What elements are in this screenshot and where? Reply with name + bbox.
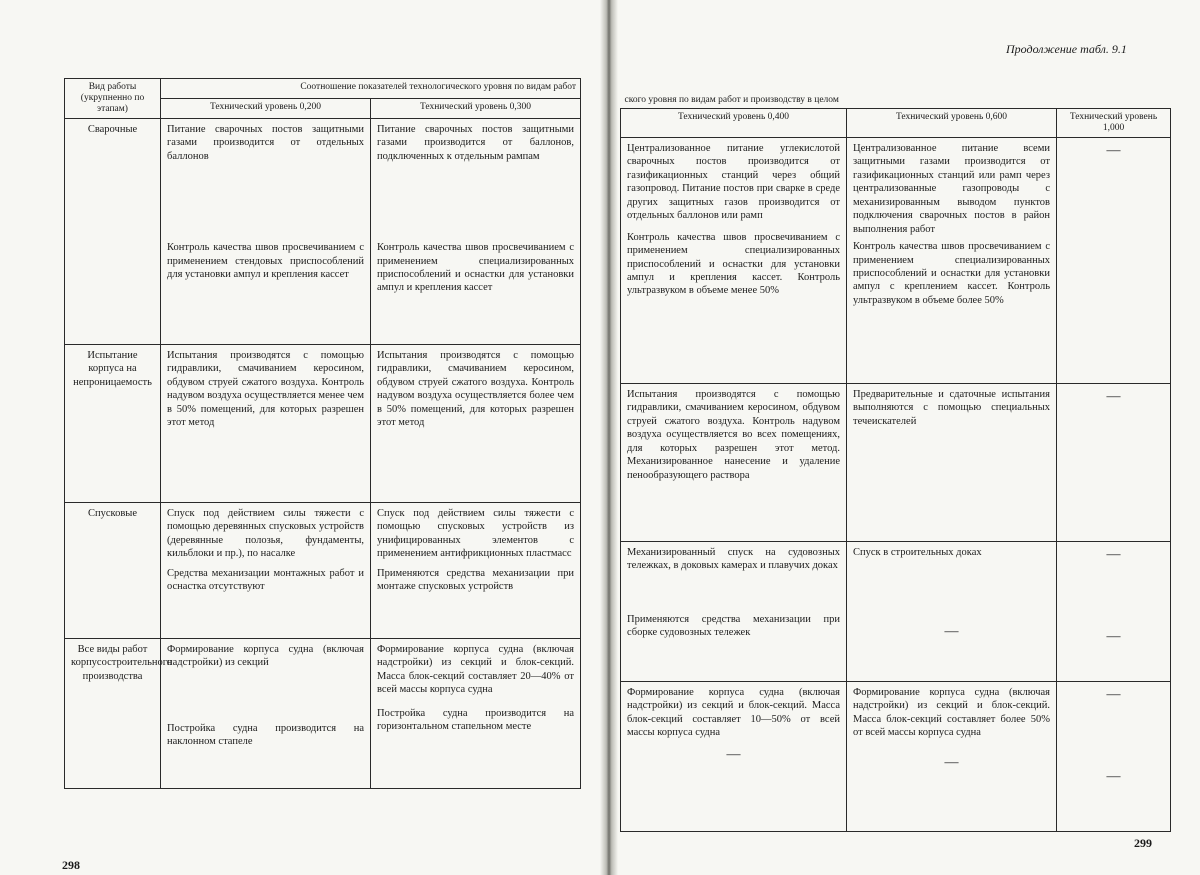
cell-paragraph: Применяются средства механизации при сборке судовозных тележек	[627, 613, 840, 639]
table-cell	[621, 682, 847, 832]
table-row	[65, 344, 581, 502]
table-cell	[1057, 542, 1171, 682]
table-cell	[621, 542, 847, 682]
cell-paragraph: Централизованное питание всеми защитными газами производится от газификационных станций или рамп через централизованные газопроводы с механизированным выводом пунктов подключения сварочных постов в район выполнения работ	[853, 143, 1050, 235]
table-row	[65, 638, 581, 788]
cell-paragraph: Предварительные и сдаточные испытания выполняются с помощью специальных течеискателей	[853, 389, 1050, 427]
table-row	[621, 384, 1171, 542]
table-cell	[161, 344, 371, 502]
table-cell	[847, 682, 1057, 832]
empty-dash: —	[1106, 389, 1121, 404]
cell-paragraph: Контроль качества швов просвечиванием с применением стендовых приспособлений для установки ампул и крепления кассет	[167, 242, 364, 280]
cell-paragraph: Механизированный спуск на судовозных тележках, в доковых камерах и плавучих доках	[627, 547, 840, 572]
cell-paragraph: Постройка судна производится на горизонтальном стапельном месте	[377, 707, 575, 732]
cell-paragraph: Централизованное питание углекислотой сварочных постов производится от газификационных станций через общий газопровод. Питание постов при сварке в среде других защитных газов производится от отдельных баллонов или рамп	[627, 143, 840, 222]
table-cell	[847, 138, 1057, 384]
empty-dash: —	[944, 624, 959, 640]
level-header-2: Технический уровень 0,300	[371, 98, 581, 118]
cell-paragraph: Контроль качества швов просвечиванием с применением специализированных приспособлений и оснастки для установки ампул и крепления кассет. Контроль ультразвуком в объеме менее 50%	[627, 231, 840, 297]
cell-paragraph: Формирование корпуса судна (включая надстройки) из секций и блок-секций. Масса блок-секций составляет 10—50% от всей массы корпуса судна	[627, 687, 840, 739]
level-header-5: Технический уровень 1,000	[1057, 109, 1171, 138]
table-cell	[371, 118, 581, 344]
cell-paragraph: Питание сварочных постов защитными газами производится от баллонов, подключенных к отдельным рампам	[377, 123, 575, 162]
cell-paragraph: Постройка судна производится на наклонном стапеле	[167, 722, 364, 748]
level-header-3: Технический уровень 0,400	[621, 109, 847, 138]
empty-dash: —	[1106, 547, 1121, 562]
empty-dash: —	[1106, 143, 1121, 158]
cell-paragraph: Испытания производятся с помощью гидравлики, смачиванием керосином, обдувом струей сжатого воздуха. Контроль надувом воздуха осуществляется во всех помещениях, для которых разрешен этот метод. Механизированное нанесение и удаление пенообразующего раствора	[627, 389, 840, 481]
cell-paragraph: Спуск под действием силы тяжести с помощью деревянных спусковых устройств (деревянные полозья, фундаменты, кильблоки и пр.), по насалке	[167, 507, 364, 560]
cell-paragraph: Спуск под действием силы тяжести с помощью спусковых устройств из унифицированных элементов с применением антифрикционных пластмасс	[377, 507, 575, 560]
table-row	[621, 138, 1171, 384]
cell-paragraph: Формирование корпуса судна (включая надстройки) из секций и блок-секций. Масса блок-секций составляет 20—40% от всей массы корпуса судна	[377, 643, 575, 696]
empty-dash: —	[944, 754, 959, 770]
table-cell	[621, 384, 847, 542]
page-number-right: 299	[1134, 836, 1152, 850]
kind-column-header: Вид работы (укрупненно по этапам)	[65, 79, 161, 119]
table-cell	[161, 502, 371, 638]
table-row	[65, 502, 581, 638]
cell-paragraph: Испытания производятся с помощью гидравлики, смачиванием керосином, обдувом струей сжатого воздуха. Контроль надувом воздуха осуществляется менее чем в 50% помещений, для которых разрешен этот метод	[167, 349, 364, 428]
work-kind: Испытание корпуса на непроницаемость	[65, 344, 161, 502]
cell-paragraph: Контроль качества швов просвечиванием с применением специализированных приспособлений и оснастки для установки ампул и крепления кассет	[377, 242, 575, 294]
cell-paragraph: Испытания производятся с помощью гидравлики, смачиванием керосином, обдувом струей сжатого воздуха. Контроль надувом воздуха осуществляется более чем в 50% помещений, для которых разрешен этот метод	[377, 349, 575, 428]
table-cell	[161, 638, 371, 788]
cell-paragraph: Формирование корпуса судна (включая надстройки) из секций и блок-секций. Масса блок-секций составляет более 50% от всей массы корпуса судна	[853, 687, 1050, 739]
cell-paragraph: Формирование корпуса судна (включая надстройки) из секций	[167, 643, 364, 669]
cell-paragraph: Контроль качества швов просвечиванием с применением специализированных приспособлений и оснастки для установки ампул с креплением кассет. Контроль ультразвуком в объеме более 50%	[853, 241, 1050, 306]
ratio-group-header: Соотношение показателей технологического уровня по видам работ	[161, 79, 581, 99]
work-kind: Спусковые	[65, 502, 161, 638]
book-gutter	[600, 0, 618, 875]
cell-paragraph: Средства механизации монтажных работ и оснастка отсутствуют	[167, 567, 364, 592]
table-cell	[371, 638, 581, 788]
table-row	[65, 118, 581, 344]
cell-paragraph: Питание сварочных постов защитными газами производится от отдельных баллонов	[167, 123, 364, 162]
level-header-4: Технический уровень 0,600	[847, 109, 1057, 138]
empty-dash: —	[726, 746, 741, 762]
table-row	[621, 682, 1171, 832]
left-table	[64, 78, 581, 789]
table-cell	[371, 344, 581, 502]
table-cell	[1057, 682, 1171, 832]
table-cell	[1057, 138, 1171, 384]
level-header-1: Технический уровень 0,200	[161, 98, 371, 118]
table-cell	[161, 118, 371, 344]
table-continuation-label: Продолжение табл. 9.1	[1006, 42, 1127, 56]
cell-paragraph: Спуск в строительных доках	[853, 547, 982, 558]
cell-paragraph: Применяются средства механизации при монтаже спусковых устройств	[377, 567, 575, 592]
table-row	[621, 542, 1171, 682]
right-table	[620, 92, 1171, 832]
table-cell	[621, 138, 847, 384]
empty-dash: —	[1106, 768, 1121, 784]
empty-dash: —	[1106, 687, 1121, 702]
page-number-left: 298	[62, 858, 80, 872]
table-cell	[847, 542, 1057, 682]
empty-dash: —	[1106, 628, 1121, 644]
work-kind: Все виды работ корпусостроительного производства	[65, 638, 161, 788]
work-kind: Сварочные	[65, 118, 161, 344]
table-cell	[1057, 384, 1171, 542]
table-caption: ского уровня по видам работ и производству в целом	[621, 92, 1171, 109]
table-cell	[847, 384, 1057, 542]
table-cell	[371, 502, 581, 638]
